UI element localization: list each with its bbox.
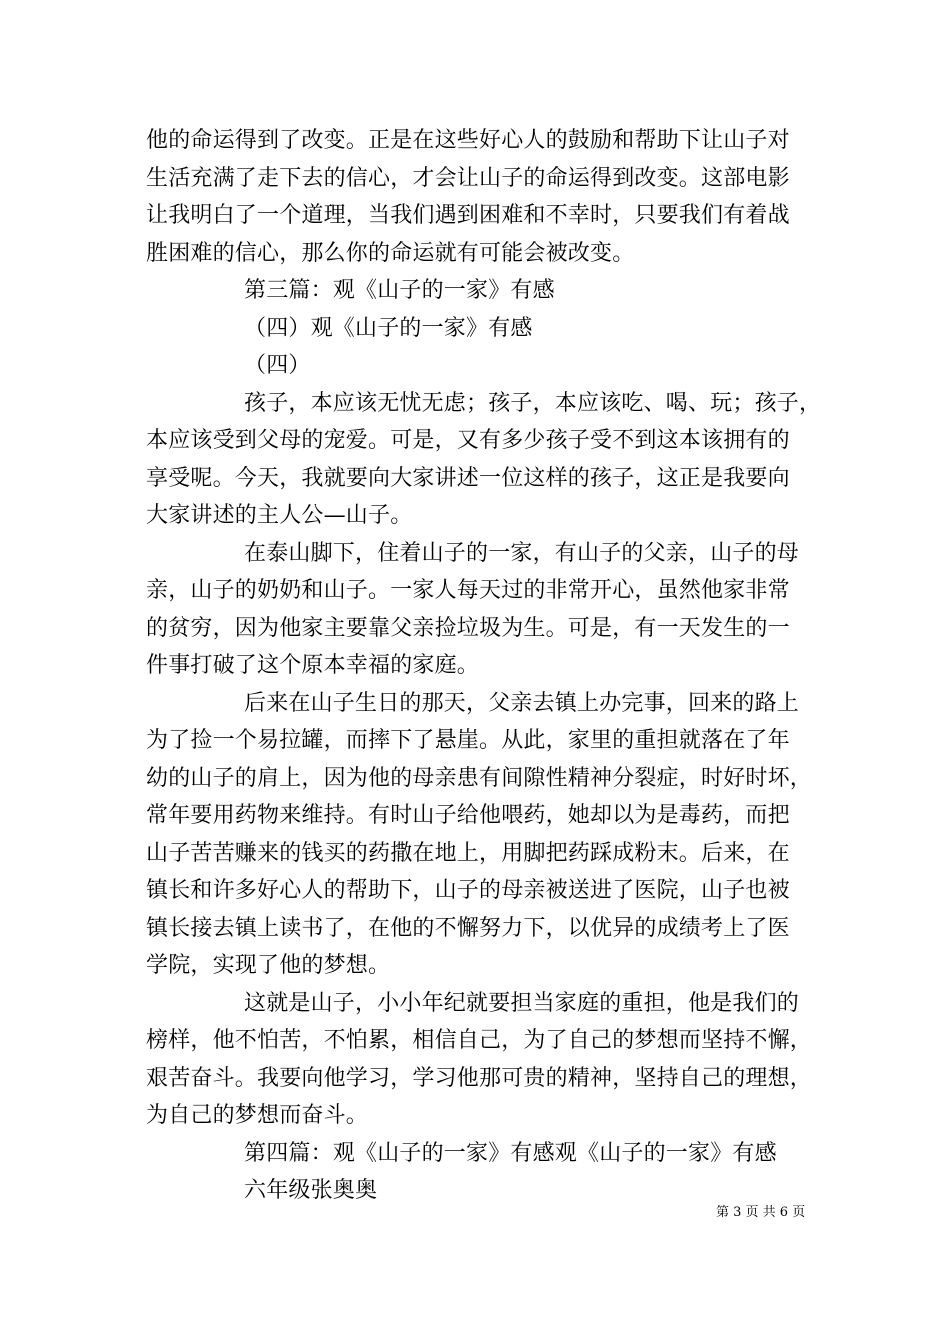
- author-line: 六年级张奥奥: [244, 1178, 378, 1203]
- page-number: 第 3 页 共 6 页: [716, 1205, 806, 1220]
- text-line: 件事打破了这个原本幸福的家庭。: [146, 653, 480, 678]
- text-line: 为了捡一个易拉罐，而摔下了悬崖。从此，家里的重担就落在了年: [146, 728, 790, 753]
- text-line: 这就是山子，小小年纪就要担当家庭的重担，他是我们的: [244, 990, 800, 1016]
- text-line: 艰苦奋斗。我要向他学习，学习他那可贵的精神，坚持自己的理想，: [146, 1065, 813, 1091]
- text-line: 幼的山子的肩上，因为他的母亲患有间隙性精神分裂症，时好时坏，: [146, 765, 813, 791]
- text-line: 让我明白了一个道理，当我们遇到困难和不幸时，只要我们有着战: [146, 203, 790, 228]
- text-line: 孩子，本应该无忧无虑；孩子，本应该吃、喝、玩；孩子，: [244, 390, 822, 416]
- section-heading: 第四篇：观《山子的一家》有感观《山子的一家》有感: [244, 1140, 777, 1166]
- section-heading: 第三篇：观《山子的一家》有感: [244, 278, 555, 303]
- text-line: 的贫穷，因为他家主要靠父亲捡垃圾为生。可是，有一天发生的一: [146, 615, 790, 641]
- text-line: 本应该受到父母的宠爱。可是，又有多少孩子受不到这本该拥有的: [146, 428, 790, 453]
- text-line: 胜困难的信心，那么你的命运就有可能会被改变。: [146, 240, 635, 266]
- text-line: 山子苦苦赚来的钱买的药撒在地上，用脚把药踩成粉末。后来，在: [146, 840, 790, 866]
- sub-heading: （四）: [244, 353, 311, 378]
- document-body: [146, 122, 822, 1210]
- text-line: 镇长和许多好心人的帮助下，山子的母亲被送进了医院，山子也被: [146, 878, 790, 903]
- text-line: 学院，实现了他的梦想。: [146, 953, 391, 978]
- text-line: 生活充满了走下去的信心，才会让山子的命运得到改变。这部电影: [146, 165, 790, 191]
- text-line: 大家讲述的主人公—山子。: [146, 503, 413, 528]
- text-line: 在泰山脚下，住着山子的一家，有山子的父亲，山子的母: [244, 540, 800, 566]
- text-line: 常年要用药物来维持。有时山子给他喂药，她却以为是毒药，而把: [146, 803, 790, 828]
- text-line: 为自己的梦想而奋斗。: [146, 1103, 369, 1128]
- text-line: 亲，山子的奶奶和山子。一家人每天过的非常开心，虽然他家非常: [146, 578, 790, 603]
- text-line: 他的命运得到了改变。正是在这些好心人的鼓励和帮助下让山子对: [146, 128, 790, 153]
- text-line: 享受呢。今天，我就要向大家讲述一位这样的孩子，这正是我要向: [146, 465, 790, 491]
- sub-heading: （四）观《山子的一家》有感: [244, 315, 533, 341]
- text-line: 镇长接去镇上读书了，在他的不懈努力下，以优异的成绩考上了医: [146, 915, 790, 941]
- text-line: 榜样，他不怕苦，不怕累，相信自己，为了自己的梦想而坚持不懈，: [146, 1028, 813, 1053]
- text-line: 后来在山子生日的那天，父亲去镇上办完事，回来的路上: [244, 690, 800, 716]
